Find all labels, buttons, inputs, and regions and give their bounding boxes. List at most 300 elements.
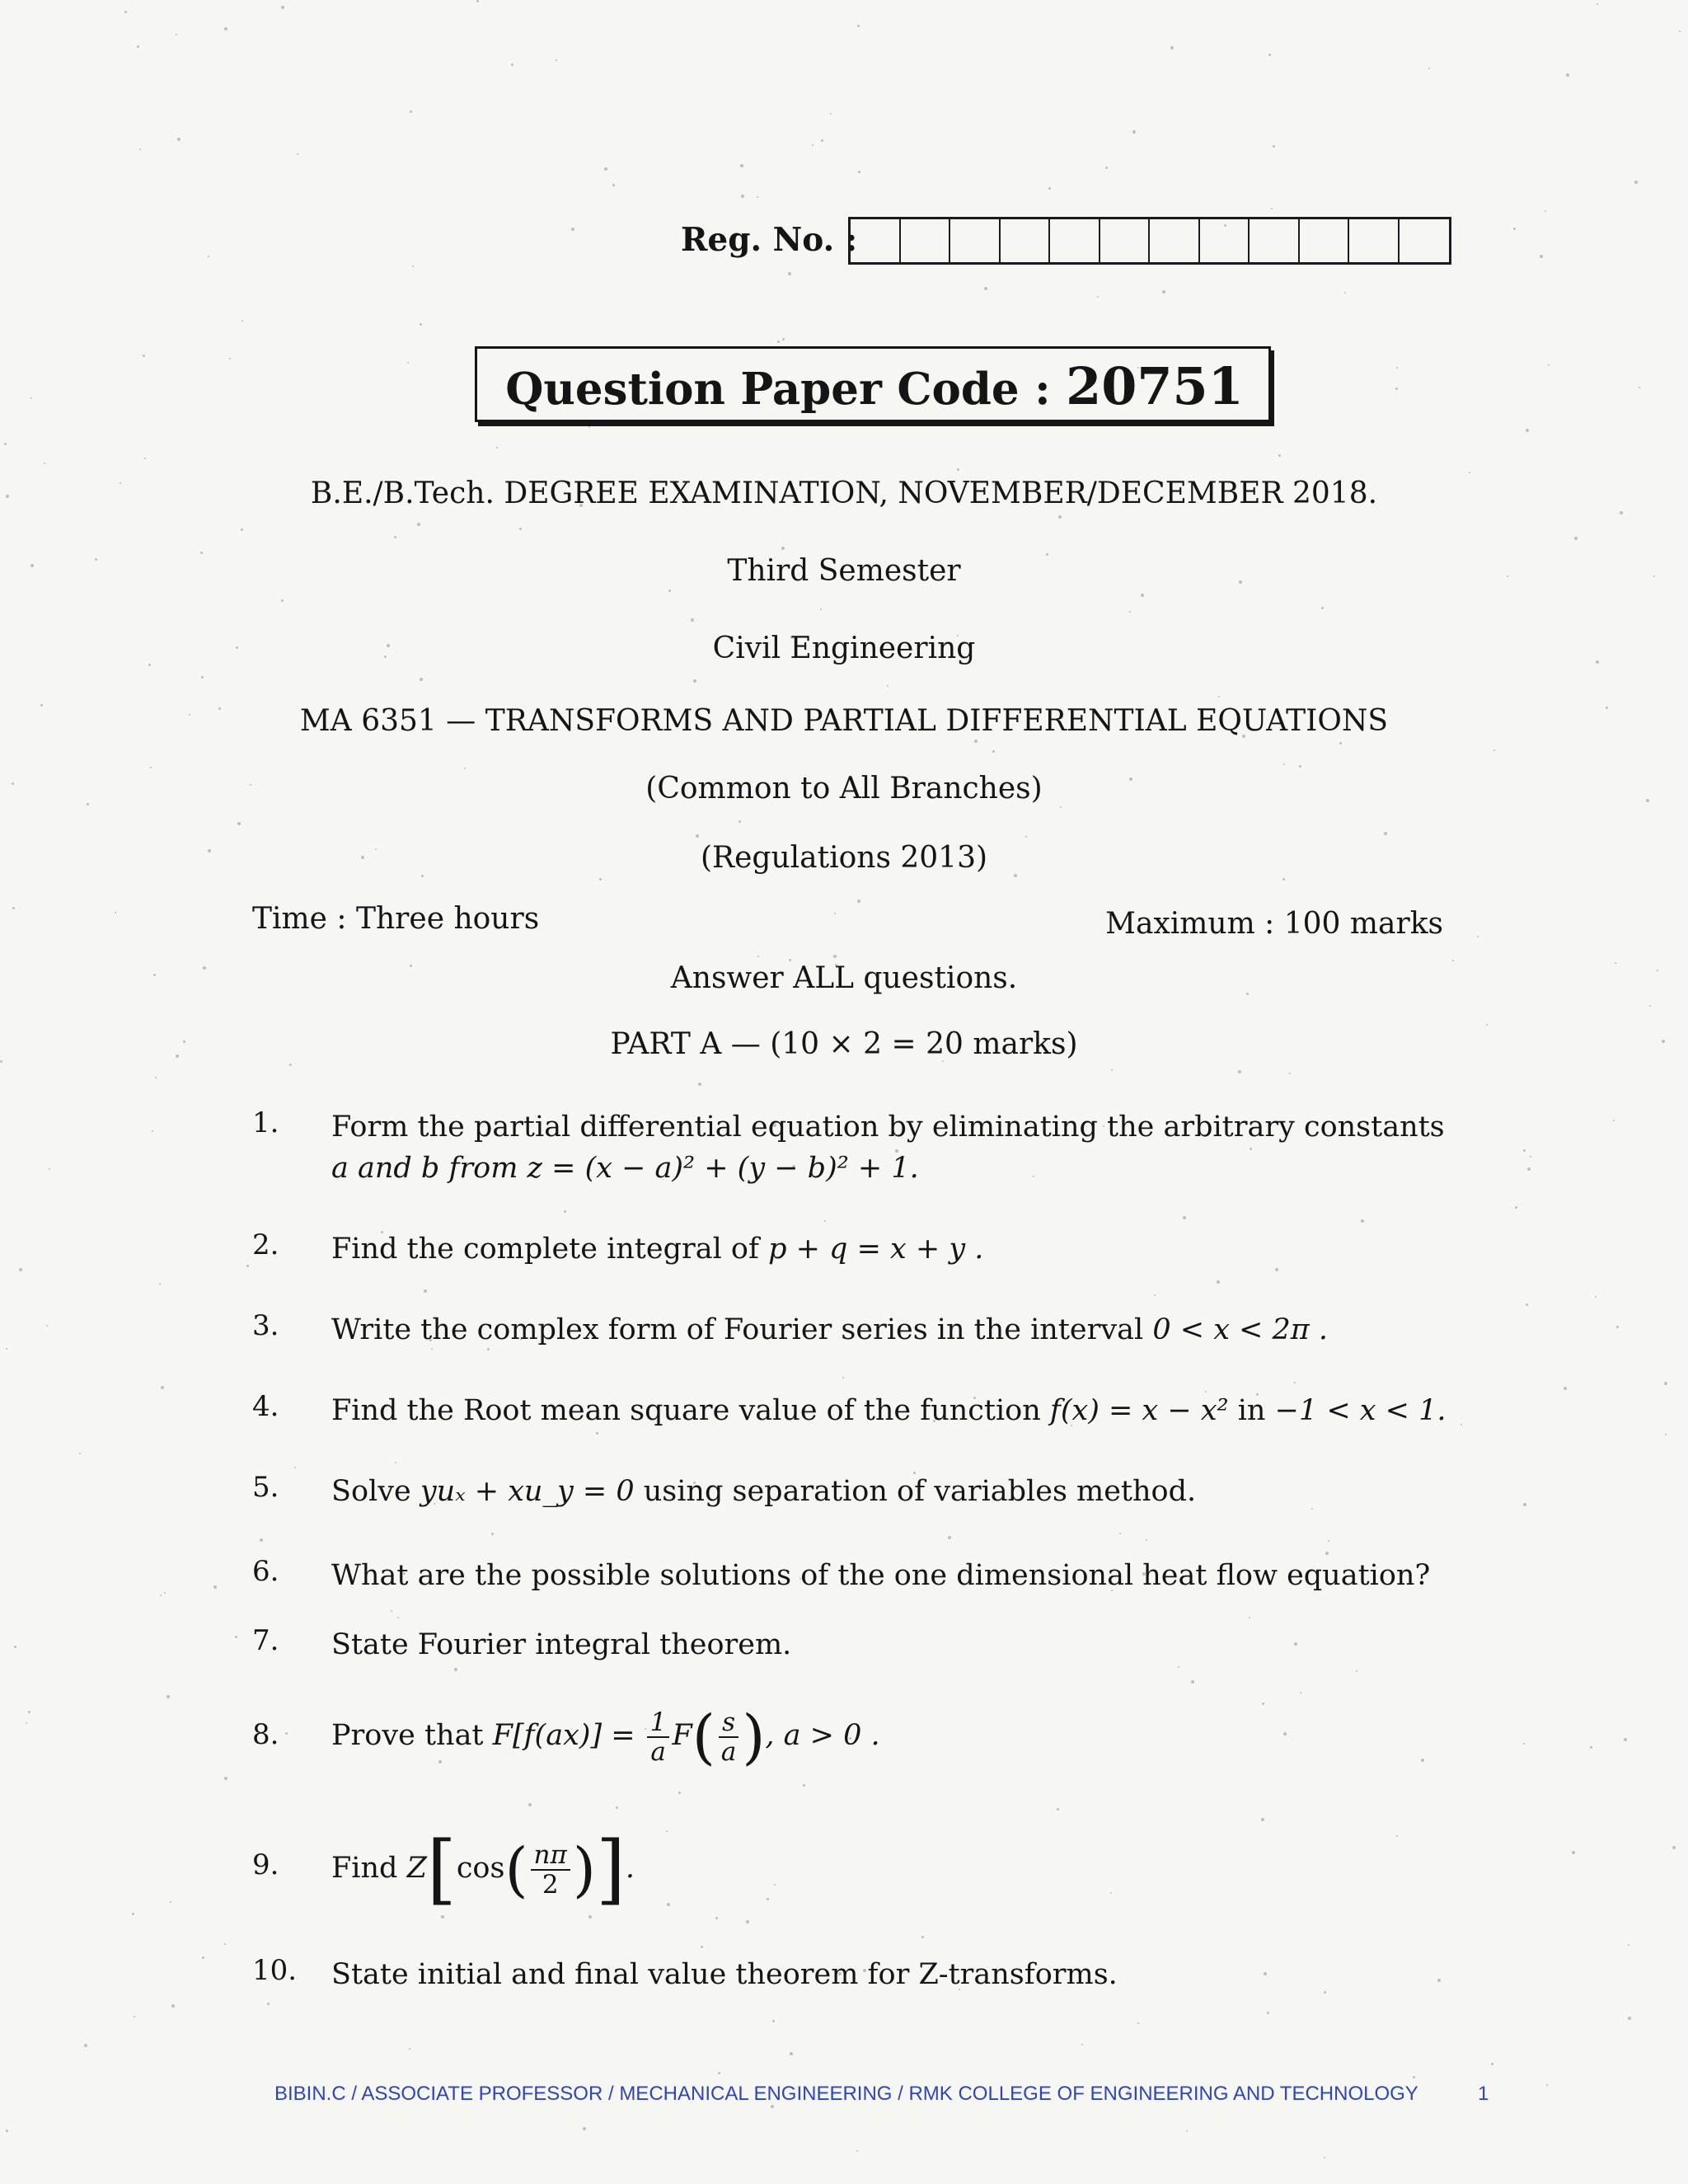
scan-speck — [491, 1533, 494, 1535]
scan-speck — [235, 1636, 237, 1638]
scan-speck — [1523, 1743, 1525, 1745]
question-2 — [331, 1228, 1452, 1270]
scan-speck — [1527, 1167, 1531, 1171]
scan-speck — [160, 1595, 162, 1596]
scan-speck — [464, 768, 466, 769]
scan-speck — [616, 1806, 618, 1809]
scan-speck — [6, 1348, 7, 1350]
question-number: 8. — [252, 1718, 279, 1751]
scan-speck — [202, 1956, 204, 1959]
scan-speck — [1025, 836, 1027, 838]
scan-speck — [691, 618, 694, 622]
semester: Third Semester — [727, 554, 961, 588]
scan-speck — [1639, 387, 1640, 388]
scan-speck — [556, 59, 557, 61]
question-4 — [331, 1390, 1452, 1431]
fraction-numerator: s — [719, 1708, 738, 1738]
scan-speck — [1268, 54, 1271, 56]
scan-speck — [1097, 296, 1099, 298]
scan-speck — [1238, 1070, 1241, 1073]
scan-speck — [1628, 1944, 1629, 1946]
reg-no-box[interactable] — [1050, 219, 1100, 262]
scan-speck — [1119, 1533, 1121, 1534]
scan-speck — [1493, 749, 1495, 751]
scan-speck — [1413, 2076, 1415, 2078]
scan-speck — [1396, 367, 1398, 369]
scan-speck — [1616, 1326, 1619, 1328]
reg-no-box[interactable] — [1100, 219, 1151, 262]
scan-speck — [409, 2048, 410, 2050]
scan-speck — [294, 1467, 296, 1468]
fraction-numerator: 1 — [647, 1708, 670, 1738]
scan-speck — [224, 1943, 226, 1945]
scan-speck — [1111, 1069, 1113, 1071]
scan-speck — [144, 458, 146, 459]
scan-speck — [1105, 167, 1108, 169]
scan-speck — [137, 45, 139, 48]
scan-speck — [164, 1592, 166, 1594]
scan-speck — [1344, 292, 1346, 294]
reg-no-boxes — [848, 217, 1451, 265]
scan-speck — [528, 1803, 532, 1806]
scan-speck — [246, 1265, 249, 1267]
maximum-marks: Maximum : 100 marks — [1105, 907, 1443, 941]
scan-speck — [740, 164, 743, 167]
part-a-heading: PART A — (10 × 2 = 20 marks) — [610, 1027, 1078, 1061]
scan-speck — [824, 1220, 826, 1222]
scan-speck — [856, 2150, 858, 2152]
question-number: 3. — [252, 1309, 279, 1342]
right-bracket-glyph: ] — [595, 1825, 626, 1914]
scan-speck — [49, 1168, 50, 1170]
question-number: 7. — [252, 1624, 279, 1657]
question-math: −1 < x < 1. — [1274, 1394, 1447, 1427]
scan-speck — [201, 676, 204, 679]
scan-speck — [1129, 611, 1131, 613]
scan-speck — [241, 528, 243, 531]
scan-speck — [821, 139, 823, 142]
scan-speck — [948, 1536, 951, 1539]
question-3 — [331, 1309, 1452, 1350]
question-math: F[f(ax)] = — [492, 1719, 635, 1752]
scan-speck — [229, 358, 231, 359]
scan-speck — [1283, 763, 1285, 765]
scan-speck — [496, 447, 498, 449]
scan-speck — [1328, 1540, 1329, 1542]
scan-speck — [564, 1210, 566, 1213]
scan-speck — [830, 113, 832, 115]
scan-speck — [84, 2044, 87, 2047]
question-text: using separation of variables method. — [643, 1475, 1197, 1508]
scan-speck — [1523, 1149, 1526, 1152]
question-text: State Fourier integral theorem. — [331, 1628, 792, 1661]
reg-no-box[interactable] — [1300, 219, 1350, 262]
scan-speck — [1294, 1382, 1296, 1383]
scan-speck — [1469, 472, 1470, 473]
scan-speck — [1634, 181, 1638, 184]
scan-speck — [957, 468, 959, 471]
scan-speck — [46, 1325, 48, 1327]
scan-speck — [519, 528, 522, 530]
scan-speck — [6, 2130, 8, 2132]
reg-no-label: Reg. No. : — [681, 221, 858, 259]
scan-speck — [857, 25, 860, 27]
page-number: 1 — [1478, 2083, 1489, 2105]
scan-speck — [612, 184, 615, 186]
scan-speck — [668, 589, 671, 592]
fraction — [647, 1708, 670, 1766]
question-math: F — [672, 1719, 692, 1752]
question-number: 5. — [252, 1471, 279, 1504]
scan-speck — [1597, 3, 1598, 5]
scan-speck — [289, 1064, 292, 1066]
scan-speck — [14, 1646, 16, 1648]
scan-speck — [1530, 1156, 1531, 1158]
scan-speck — [984, 287, 987, 290]
scan-speck — [1289, 1073, 1291, 1074]
exam-title: B.E./B.Tech. DEGREE EXAMINATION, NOVEMBER/DECEMBER 2018. — [310, 477, 1378, 510]
scan-speck — [1574, 537, 1578, 540]
reg-no-box[interactable] — [1150, 219, 1200, 262]
right-paren-glyph: ) — [742, 1702, 766, 1772]
scan-speck — [588, 426, 590, 428]
scan-speck — [1461, 1424, 1462, 1425]
question-10 — [331, 1954, 1452, 1995]
scan-speck — [678, 1792, 681, 1794]
scan-speck — [1058, 515, 1062, 519]
reg-no-box[interactable] — [851, 219, 901, 262]
department: Civil Engineering — [712, 632, 976, 665]
scan-speck — [150, 767, 152, 768]
scan-speck — [260, 1538, 263, 1542]
scan-speck — [715, 1917, 718, 1919]
scan-speck — [820, 608, 822, 610]
scan-speck — [28, 1711, 30, 1713]
scan-speck — [1564, 1387, 1567, 1390]
scan-speck — [171, 2004, 175, 2008]
scan-speck — [1523, 1503, 1526, 1506]
scan-speck — [757, 956, 759, 957]
scan-speck — [583, 2127, 586, 2130]
scan-speck — [974, 740, 978, 743]
question-1 — [331, 1106, 1452, 1189]
scan-speck — [12, 907, 15, 909]
scan-speck — [1477, 936, 1479, 937]
scan-speck — [397, 1617, 399, 1618]
scan-speck — [812, 144, 814, 146]
question-math: , a > 0 . — [765, 1719, 880, 1752]
scan-speck — [1395, 387, 1398, 390]
scan-speck — [4, 443, 7, 445]
scan-speck — [1057, 1808, 1059, 1811]
scan-speck — [19, 1268, 22, 1271]
scan-speck — [421, 875, 424, 877]
scan-speck — [1590, 1746, 1592, 1749]
scan-speck — [1545, 210, 1546, 212]
scan-speck — [1178, 1666, 1179, 1668]
left-paren-glyph: ( — [504, 1834, 528, 1905]
scan-speck — [281, 6, 284, 9]
question-text: State initial and final value theorem for Z-transforms. — [331, 1958, 1118, 1991]
scan-speck — [1428, 68, 1430, 69]
scan-speck — [1081, 2044, 1083, 2045]
scan-speck — [781, 547, 785, 550]
scan-speck — [79, 1453, 81, 1454]
fraction-denominator: a — [720, 1736, 737, 1767]
scan-speck — [1154, 1294, 1156, 1296]
scan-speck — [124, 11, 127, 13]
scan-speck — [1321, 607, 1324, 609]
scan-speck — [1672, 1846, 1676, 1849]
left-bracket-glyph: [ — [426, 1825, 457, 1914]
scan-speck — [1137, 2022, 1139, 2024]
scan-speck — [1183, 1216, 1186, 1219]
scan-speck — [166, 1695, 170, 1698]
scan-speck — [596, 1432, 598, 1435]
scan-speck — [115, 912, 116, 914]
question-text: Find — [331, 1852, 398, 1885]
scan-speck — [26, 1722, 27, 1724]
scan-speck — [992, 750, 995, 753]
subject-title: MA 6351 — TRANSFORMS AND PARTIAL DIFFERENTIAL EQUATIONS — [299, 704, 1389, 738]
scan-speck — [1513, 228, 1516, 230]
scan-speck — [772, 2020, 775, 2022]
scan-speck — [1218, 696, 1220, 697]
scan-speck — [1249, 1617, 1250, 1618]
regulations: (Regulations 2013) — [700, 841, 988, 875]
scan-speck — [1060, 806, 1062, 808]
question-paper-code-number: 20751 — [1066, 356, 1244, 416]
scan-speck — [1572, 1851, 1575, 1854]
scan-speck — [420, 678, 423, 681]
question-number: 10. — [252, 1954, 298, 1987]
question-text: What are the possible solutions of the one dimensional heat flow equation? — [331, 1559, 1431, 1592]
scan-speck — [394, 536, 396, 538]
fraction-denominator: a — [650, 1736, 666, 1767]
scan-speck — [1595, 1296, 1597, 1298]
reg-no-box[interactable] — [1200, 219, 1250, 262]
scan-speck — [155, 1077, 157, 1078]
scan-speck — [1278, 454, 1281, 457]
scan-speck — [208, 256, 209, 257]
scan-speck — [1141, 594, 1144, 597]
scan-speck — [224, 27, 227, 31]
scan-speck — [1186, 2130, 1188, 2132]
scan-speck — [921, 1936, 924, 1938]
question-paper-code — [476, 356, 1273, 416]
scan-speck — [213, 1585, 217, 1589]
question-number: 6. — [252, 1555, 279, 1588]
reg-no-box[interactable] — [901, 219, 951, 262]
scan-speck — [887, 685, 889, 687]
fraction-numerator: nπ — [531, 1841, 570, 1871]
scan-speck — [139, 148, 141, 150]
scan-speck — [1526, 1303, 1528, 1306]
reg-no-box[interactable] — [1349, 219, 1400, 262]
scan-speck — [857, 899, 860, 903]
scan-speck — [698, 1083, 701, 1086]
question-math: yuₓ + xu_y = 0 — [420, 1475, 635, 1508]
right-paren-glyph: ) — [572, 1834, 596, 1905]
question-math: p + q = x + y . — [768, 1233, 984, 1266]
scan-speck — [599, 878, 602, 881]
question-text: in — [1237, 1394, 1266, 1427]
scan-speck — [395, 1462, 396, 1463]
scan-speck — [237, 822, 241, 825]
scan-speck — [1261, 1818, 1264, 1821]
scan-speck — [1048, 187, 1051, 190]
scan-speck — [746, 1920, 749, 1923]
scan-speck — [1324, 2157, 1325, 2158]
scan-speck — [159, 1283, 161, 1285]
scan-speck — [803, 1784, 805, 1787]
scan-speck — [1162, 290, 1165, 294]
scan-speck — [718, 2072, 720, 2074]
scan-speck — [1299, 765, 1301, 768]
scan-speck — [281, 599, 284, 602]
scan-speck — [738, 820, 741, 823]
scan-speck — [391, 1610, 392, 1612]
scan-speck — [1566, 73, 1569, 77]
question-math: f(x) = x − x² — [1049, 1394, 1229, 1427]
scan-speck — [1132, 130, 1136, 134]
scan-speck — [1628, 2017, 1631, 2020]
scan-speck — [588, 1915, 592, 1919]
scan-speck — [44, 463, 45, 464]
question-text: Find the complete integral of — [331, 1233, 759, 1266]
question-text: Find the Root mean square value of the function — [331, 1394, 1041, 1427]
scan-speck — [790, 2052, 793, 2055]
scan-speck — [1191, 1680, 1194, 1684]
scan-speck — [1361, 1219, 1364, 1223]
scan-speck — [1273, 145, 1275, 148]
question-paper-code-label: Question Paper Code : — [505, 364, 1051, 415]
scan-speck — [1170, 46, 1174, 49]
reg-no-box[interactable] — [1001, 219, 1051, 262]
scan-speck — [788, 272, 791, 275]
scan-speck — [134, 2016, 135, 2017]
scan-speck — [701, 1946, 703, 1948]
scan-speck — [1282, 878, 1285, 881]
question-text: Form the partial differential equation by eliminating the arbitrary constants — [331, 1111, 1445, 1144]
scan-speck — [842, 1377, 844, 1379]
scan-speck — [511, 63, 513, 66]
question-7 — [331, 1624, 1452, 1665]
question-math: . — [625, 1852, 635, 1885]
scan-speck — [1515, 1206, 1517, 1209]
scan-speck — [170, 1901, 171, 1903]
scan-speck — [1491, 2063, 1493, 2065]
question-number: 4. — [252, 1390, 279, 1423]
scan-speck — [1679, 31, 1681, 32]
left-paren-glyph: ( — [692, 1702, 715, 1772]
scan-speck — [777, 341, 780, 343]
scan-speck — [693, 679, 696, 683]
scan-speck — [1267, 2012, 1269, 2014]
scan-speck — [1624, 1738, 1627, 1741]
scan-speck — [833, 955, 837, 958]
question-number: 9. — [252, 1848, 279, 1881]
question-math: 0 < x < 2π . — [1152, 1313, 1329, 1346]
reg-no-box[interactable] — [950, 219, 1001, 262]
question-math: z = (x − a)² + (y − b)² + 1. — [527, 1152, 919, 1185]
scan-speck — [454, 1668, 457, 1671]
scan-speck — [834, 913, 836, 914]
common-note: (Common to All Branches) — [645, 772, 1043, 805]
fraction — [531, 1841, 570, 1899]
scan-speck — [741, 195, 744, 198]
scan-speck — [132, 1913, 134, 1915]
scan-speck — [152, 1130, 153, 1132]
scan-speck — [1546, 2084, 1548, 2086]
instructions: Answer ALL questions. — [670, 961, 1018, 995]
scan-speck — [571, 228, 574, 231]
scan-speck — [267, 2003, 270, 2005]
scan-speck — [1540, 255, 1543, 258]
scan-speck — [1339, 742, 1342, 744]
scan-speck — [1620, 511, 1623, 514]
question-6 — [331, 1555, 1452, 1596]
question-math: cos — [456, 1852, 505, 1885]
scan-speck — [143, 355, 145, 357]
question-5 — [331, 1471, 1452, 1512]
scan-speck — [424, 1289, 427, 1293]
scan-speck — [1649, 1005, 1651, 1007]
scan-speck — [161, 1386, 164, 1389]
question-number: 2. — [252, 1228, 279, 1261]
scan-speck — [30, 397, 32, 399]
scan-speck — [1665, 1434, 1667, 1435]
scan-speck — [1613, 1120, 1615, 1121]
scan-speck — [1384, 832, 1387, 835]
scan-speck — [410, 110, 412, 113]
scan-speck — [1526, 429, 1529, 432]
exam-duration: Time : Three hours — [252, 902, 540, 936]
scan-speck — [1271, 208, 1273, 209]
scan-speck — [757, 196, 758, 198]
question-math: Z — [406, 1852, 427, 1885]
question-text: Prove that — [331, 1719, 484, 1752]
fraction-denominator: 2 — [542, 1869, 559, 1900]
scan-speck — [241, 320, 243, 322]
scan-speck — [1300, 1692, 1301, 1693]
scan-speck — [420, 323, 422, 326]
scan-speck — [1146, 1539, 1147, 1541]
scan-speck — [1548, 364, 1550, 366]
scan-speck — [224, 1777, 227, 1780]
question-text: Solve — [331, 1475, 411, 1508]
reg-no-box[interactable] — [1250, 219, 1300, 262]
question-9 — [331, 1825, 1452, 1914]
question-8 — [331, 1698, 1452, 1773]
scan-speck — [858, 171, 860, 173]
fraction — [718, 1708, 739, 1766]
scan-speck — [417, 523, 420, 526]
question-text: a and b from — [331, 1152, 518, 1185]
scan-speck — [1217, 1280, 1220, 1284]
question-number: 1. — [252, 1106, 279, 1139]
scan-speck — [407, 362, 409, 364]
scan-speck — [1486, 1024, 1488, 1026]
scan-speck — [441, 1915, 444, 1919]
scan-speck — [297, 153, 298, 155]
question-text: Write the complex form of Fourier series in the interval — [331, 1313, 1144, 1346]
scan-speck — [604, 167, 607, 171]
scan-speck — [176, 34, 177, 35]
scan-speck — [1664, 1382, 1667, 1385]
scan-speck — [1356, 1670, 1357, 1672]
reg-no-box[interactable] — [1400, 219, 1450, 262]
